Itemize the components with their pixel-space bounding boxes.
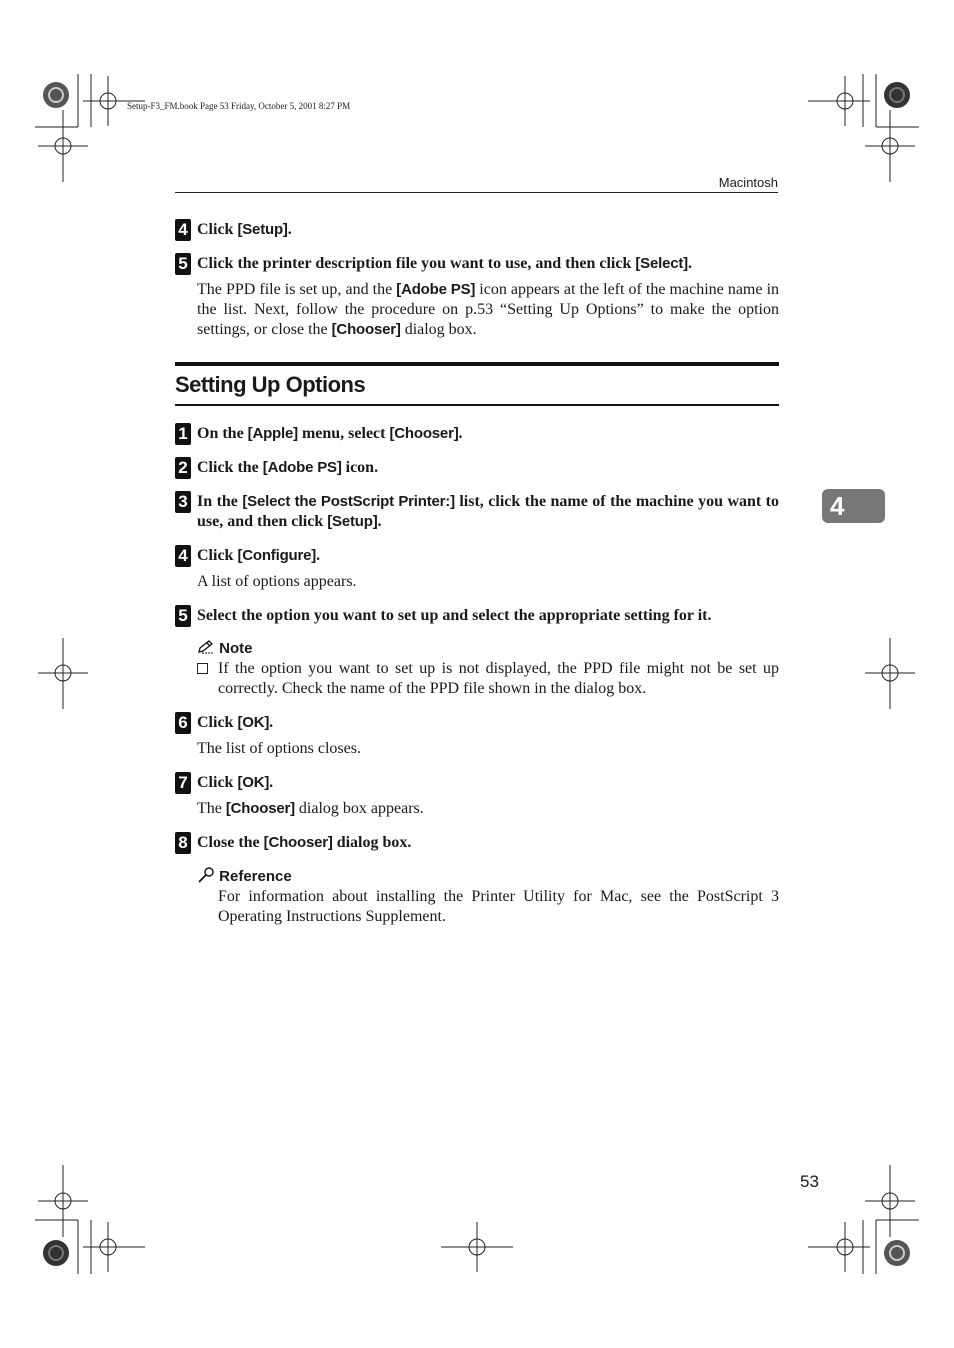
section-header <box>175 362 779 406</box>
step-number: 4 <box>175 219 191 241</box>
step-2: 2 Click the [Adobe PS] icon. <box>175 458 779 478</box>
checkbox-bullet-icon <box>197 663 208 674</box>
step-5: 5 Select the option you want to set up and select the appropriate setting for it. <box>175 606 779 626</box>
note-heading: Note <box>197 640 779 657</box>
step-number: 1 <box>175 423 191 445</box>
step-number: 3 <box>175 491 191 513</box>
step-top-5: 5 Click the printer description file you want to use, and then click [Select]. <box>175 254 779 274</box>
note-item: If the option you want to set up is not displayed, the PPD file might not be set up correctly. Check the name of the PPD file shown in the dialog box. <box>218 659 779 699</box>
page-content <box>175 220 779 927</box>
step-top-5-body: The PPD file is set up, and the [Adobe PS] icon appears at the left of the machine name in the list. Next, follow the procedure on p.53 “Setting Up Options” to make the option settings, or close the [Chooser] dialog box. <box>197 281 780 338</box>
step-number: 7 <box>175 772 191 794</box>
step-3: 3 In the [Select the PostScript Printer:] list, click the name of the machine you want to use, and then click [Setup]. <box>175 492 779 532</box>
step-number: 5 <box>175 253 191 275</box>
print-info: Setup-F3_FM.book Page 53 Friday, October 5, 2001 8:27 PM <box>127 101 351 111</box>
magnifier-icon <box>197 867 215 883</box>
step-6: 6 Click [OK]. <box>175 713 779 733</box>
reference-heading: Reference <box>197 867 779 885</box>
step-1: 1 On the [Apple] menu, select [Chooser]. <box>175 424 779 444</box>
step-top-4: 4 Click [Setup]. <box>175 220 779 240</box>
step-number: 8 <box>175 832 191 854</box>
section-title: Setting Up Options <box>175 372 366 397</box>
step-4-body: A list of options appears. <box>197 573 357 590</box>
step-number: 6 <box>175 712 191 734</box>
header-rule <box>175 192 778 193</box>
running-head: Macintosh <box>718 175 778 190</box>
step-number: 5 <box>175 605 191 627</box>
step-7: 7 Click [OK]. <box>175 773 779 793</box>
step-4: 4 Click [Configure]. <box>175 546 779 566</box>
step-number: 4 <box>175 545 191 567</box>
pencil-icon <box>197 640 215 654</box>
step-number: 2 <box>175 457 191 479</box>
reference-text: For information about installing the Printer Utility for Mac, see the PostScript 3 Operating Instructions Supplement. <box>218 888 779 925</box>
chapter-tab: 4 <box>822 489 885 523</box>
step-8: 8 Close the [Chooser] dialog box. <box>175 833 779 853</box>
page-number: 53 <box>800 1172 819 1191</box>
step-6-body: The list of options closes. <box>197 740 361 757</box>
step-7-body: The [Chooser] dialog box appears. <box>197 800 424 817</box>
